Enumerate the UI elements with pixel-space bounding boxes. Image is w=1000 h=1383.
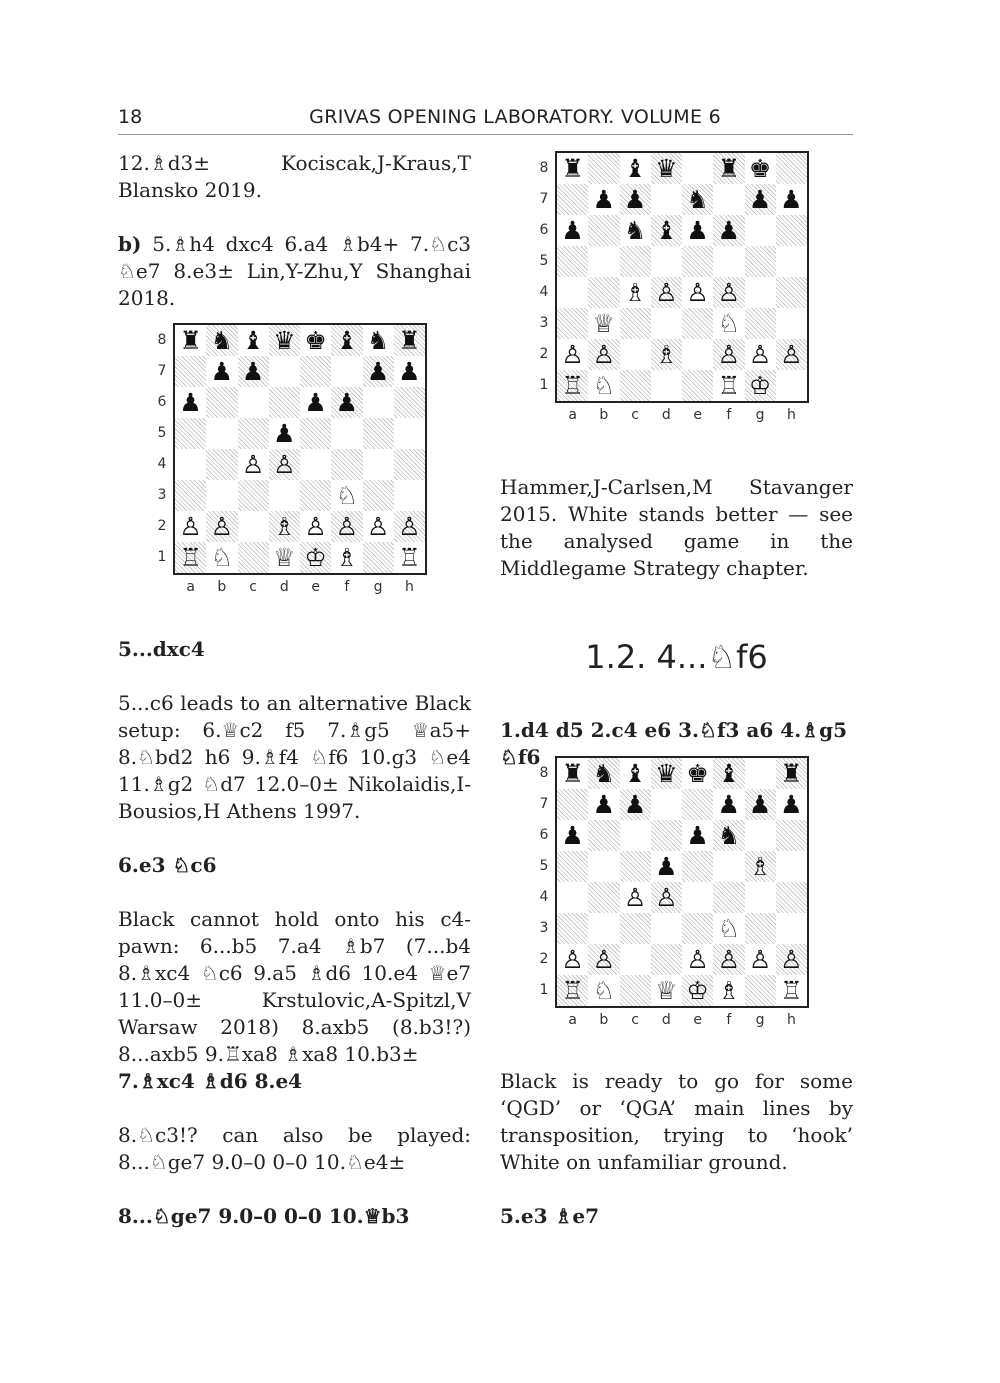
board-square	[588, 215, 619, 246]
left-paragraph-5: 8.♘c3!? can also be played: 8...♘ge7 9.0–0 0–0 10.♘e4±	[118, 1123, 471, 1174]
white-pawn-icon: ♙	[592, 945, 616, 974]
file-label: f	[726, 1012, 732, 1028]
board-square	[651, 246, 682, 277]
white-rook-icon: ♖	[398, 543, 421, 572]
file-label: g	[755, 407, 765, 423]
board-frame	[555, 756, 809, 1008]
white-rook-icon: ♖	[561, 371, 584, 400]
right-move-heading-2: 5.e3 ♗e7	[500, 1204, 600, 1228]
rank-label: 8	[539, 765, 549, 781]
board-square	[745, 882, 776, 913]
white-knight-icon: ♘	[592, 371, 616, 400]
right-paragraph-1: Hammer,J-Carlsen,M Stavanger 2015. White stands better — see the analysed game in the Middlegame Strategy chapter.	[500, 475, 853, 580]
black-pawn-icon: ♟	[623, 185, 647, 214]
board-square	[745, 758, 776, 789]
white-bishop-icon: ♗	[623, 278, 647, 307]
board-square	[745, 246, 776, 277]
board-square	[745, 277, 776, 308]
white-pawn-icon: ♙	[592, 340, 616, 369]
file-label: b	[599, 407, 609, 423]
white-pawn-icon: ♙	[717, 340, 741, 369]
board-square	[238, 511, 269, 542]
white-rook-icon: ♖	[717, 371, 741, 400]
white-queen-icon: ♕	[655, 976, 678, 1005]
board-square	[588, 277, 619, 308]
board-square	[394, 418, 425, 449]
board-square	[557, 246, 588, 277]
file-label: c	[631, 407, 639, 423]
rank-label: 1	[539, 982, 549, 998]
board-square	[394, 387, 425, 418]
rank-label: 8	[539, 160, 549, 176]
file-label: f	[726, 407, 732, 423]
left-move-heading-4: 8...♘ge7 9.0–0 0–0 10.♕b3	[118, 1204, 410, 1228]
black-pawn-icon: ♟	[748, 185, 772, 214]
white-bishop-icon: ♗	[335, 543, 359, 572]
left-paragraph-3: 5...c6 leads to an alternative Black setup: 6.♕c2 f5 7.♗g5 ♕a5+ 8.♘bd2 h6 9.♗f4 ♘f6 10.g3 ♘e4 11.♗g2 ♘d7 12.0–0± Nikolaidis,I-Bousios,H Athens 1997.	[118, 691, 471, 823]
black-king-icon: ♚	[686, 759, 709, 788]
board-square	[331, 418, 362, 449]
white-pawn-icon: ♙	[561, 945, 584, 974]
file-label: e	[693, 407, 702, 423]
white-pawn-icon: ♙	[561, 340, 584, 369]
white-king-icon: ♔	[686, 976, 709, 1005]
board-square	[651, 820, 682, 851]
black-pawn-icon: ♟	[655, 852, 678, 881]
rank-label: 6	[157, 394, 167, 410]
board-square	[713, 184, 744, 215]
black-pawn-icon: ♟	[686, 821, 709, 850]
black-rook-icon: ♜	[561, 759, 584, 788]
file-label: a	[568, 407, 577, 423]
white-king-icon: ♔	[748, 371, 772, 400]
black-pawn-icon: ♟	[780, 790, 803, 819]
rank-label: 2	[157, 518, 167, 534]
board-square	[682, 789, 713, 820]
black-bishop-icon: ♝	[623, 759, 647, 788]
black-pawn-icon: ♟	[366, 357, 390, 386]
rank-label: 5	[539, 253, 549, 269]
white-pawn-icon: ♙	[210, 512, 234, 541]
board-square	[620, 339, 651, 370]
white-pawn-icon: ♙	[179, 512, 202, 541]
board-square	[206, 387, 237, 418]
file-label: c	[631, 1012, 639, 1028]
white-knight-icon: ♘	[717, 309, 741, 338]
white-knight-icon: ♘	[335, 481, 359, 510]
file-label: d	[661, 1012, 671, 1028]
rank-label: 4	[539, 889, 549, 905]
board-square	[745, 975, 776, 1006]
board-square	[682, 370, 713, 401]
right-move-heading-1: 1.d4 d5 2.c4 e6 3.♘f3 a6 4.♗g5 ♘f6	[500, 718, 847, 769]
board-square	[682, 308, 713, 339]
white-bishop-icon: ♗	[273, 512, 296, 541]
rank-label: 6	[539, 827, 549, 843]
black-knight-icon: ♞	[210, 326, 234, 355]
rank-label: 4	[539, 284, 549, 300]
file-label: a	[186, 579, 195, 595]
board-square	[776, 820, 807, 851]
running-title: GRIVAS OPENING LABORATORY. VOLUME 6	[309, 106, 721, 128]
board-square	[206, 418, 237, 449]
black-queen-icon: ♛	[273, 326, 296, 355]
board-square	[588, 246, 619, 277]
variation-text: 5.♗h4 dxc4 6.a4 ♗b4+ 7.♘c3 ♘e7 8.e3± Lin,Y-Zhu,Y Shanghai 2018.	[118, 232, 471, 310]
file-label: g	[755, 1012, 765, 1028]
board-square	[175, 356, 206, 387]
black-bishop-icon: ♝	[655, 216, 678, 245]
black-king-icon: ♚	[304, 326, 327, 355]
white-bishop-icon: ♗	[655, 340, 678, 369]
black-rook-icon: ♜	[179, 326, 202, 355]
board-square	[776, 882, 807, 913]
white-knight-icon: ♘	[210, 543, 234, 572]
left-move-heading-3: 7.♗xc4 ♗d6 8.e4	[118, 1069, 303, 1093]
file-label: e	[693, 1012, 702, 1028]
white-pawn-icon: ♙	[335, 512, 359, 541]
black-bishop-icon: ♝	[241, 326, 265, 355]
rank-label: 3	[539, 920, 549, 936]
board-square	[557, 308, 588, 339]
board-square	[745, 308, 776, 339]
board-square	[300, 418, 331, 449]
board-square	[776, 370, 807, 401]
file-label: d	[661, 407, 671, 423]
board-square	[651, 944, 682, 975]
white-pawn-icon: ♙	[304, 512, 327, 541]
white-knight-icon: ♘	[717, 914, 741, 943]
board-square	[269, 480, 300, 511]
left-move-heading-1: 5...dxc4	[118, 637, 205, 661]
board-square	[269, 387, 300, 418]
black-pawn-icon: ♟	[623, 790, 647, 819]
rank-label: 7	[539, 796, 549, 812]
black-rook-icon: ♜	[717, 154, 741, 183]
white-pawn-icon: ♙	[780, 340, 803, 369]
rank-label: 3	[157, 487, 167, 503]
rank-label: 1	[157, 549, 167, 565]
black-knight-icon: ♞	[686, 185, 709, 214]
board-square	[745, 215, 776, 246]
file-label: h	[404, 579, 414, 595]
board-square	[620, 820, 651, 851]
white-king-icon: ♔	[304, 543, 327, 572]
white-pawn-icon: ♙	[686, 945, 709, 974]
file-label: f	[344, 579, 350, 595]
left-paragraph-4: Black cannot hold onto his c4-pawn: 6...b5 7.a4 ♗b7 (7...b4 8.♗xc4 ♘c6 9.a5 ♗d6 10.e4 ♕e7 11.0–0± Krstulovic,A-Spitzl,V Warsaw 2018) 8.axb5 (8.b3!?) 8...axb5 9.♖xa8 ♗xa8 10.b3±	[118, 907, 471, 1066]
black-pawn-icon: ♟	[335, 388, 359, 417]
board-square	[745, 913, 776, 944]
board-square	[713, 246, 744, 277]
board-square	[588, 913, 619, 944]
white-knight-icon: ♘	[592, 976, 616, 1005]
black-bishop-icon: ♝	[623, 154, 647, 183]
rank-label: 7	[539, 191, 549, 207]
board-square	[557, 277, 588, 308]
board-square	[620, 913, 651, 944]
black-pawn-icon: ♟	[241, 357, 265, 386]
black-pawn-icon: ♟	[398, 357, 421, 386]
file-label: d	[279, 579, 289, 595]
board-square	[776, 851, 807, 882]
section-heading: 1.2. 4...♘f6	[585, 638, 768, 676]
board-square	[682, 882, 713, 913]
board-square	[651, 370, 682, 401]
black-king-icon: ♚	[748, 154, 772, 183]
white-bishop-icon: ♗	[717, 976, 741, 1005]
board-square	[363, 480, 394, 511]
board-square	[776, 277, 807, 308]
white-pawn-icon: ♙	[398, 512, 421, 541]
white-queen-icon: ♕	[273, 543, 296, 572]
board-square	[363, 542, 394, 573]
board-square	[620, 308, 651, 339]
variation-label: b)	[118, 232, 142, 256]
board-square	[651, 789, 682, 820]
board-square	[588, 820, 619, 851]
white-pawn-icon: ♙	[748, 945, 772, 974]
white-rook-icon: ♖	[561, 976, 584, 1005]
left-paragraph-1: 12.♗d3± Kociscak,J-Kraus,T Blansko 2019.	[118, 151, 471, 202]
board-square	[238, 418, 269, 449]
rank-label: 2	[539, 951, 549, 967]
board-square	[394, 480, 425, 511]
rank-label: 5	[157, 425, 167, 441]
page-header	[118, 104, 853, 135]
board-square	[557, 882, 588, 913]
board-square	[776, 913, 807, 944]
board-square	[300, 356, 331, 387]
board-square	[682, 246, 713, 277]
black-rook-icon: ♜	[398, 326, 421, 355]
rank-label: 2	[539, 346, 549, 362]
board-square	[651, 308, 682, 339]
rank-label: 7	[157, 363, 167, 379]
board-square	[238, 387, 269, 418]
board-square	[588, 153, 619, 184]
black-pawn-icon: ♟	[686, 216, 709, 245]
board-square	[363, 418, 394, 449]
black-knight-icon: ♞	[623, 216, 647, 245]
board-square	[620, 246, 651, 277]
board-square	[175, 480, 206, 511]
board-square	[175, 449, 206, 480]
board-square	[557, 913, 588, 944]
board-square	[588, 882, 619, 913]
rank-label: 1	[539, 377, 549, 393]
board-square	[394, 449, 425, 480]
board-square	[588, 851, 619, 882]
board-square	[238, 542, 269, 573]
board-square	[651, 184, 682, 215]
left-paragraph-2	[118, 231, 471, 312]
right-paragraph-2: Black is ready to go for some ‘QGD’ or ‘QGA’ main lines by transposition, trying to ‘hook’ White on unfamiliar ground.	[500, 1069, 853, 1174]
board-square	[776, 308, 807, 339]
board-square	[620, 370, 651, 401]
board-square	[331, 356, 362, 387]
rank-label: 6	[539, 222, 549, 238]
board-square	[682, 851, 713, 882]
white-pawn-icon: ♙	[241, 450, 265, 479]
rank-label: 8	[157, 332, 167, 348]
white-pawn-icon: ♙	[780, 945, 803, 974]
board-square	[776, 246, 807, 277]
black-rook-icon: ♜	[561, 154, 584, 183]
file-label: b	[217, 579, 227, 595]
board-square	[682, 913, 713, 944]
board-square	[713, 882, 744, 913]
board-square	[557, 789, 588, 820]
rank-label: 4	[157, 456, 167, 472]
board-square	[745, 820, 776, 851]
board-frame	[555, 151, 809, 403]
board-square	[682, 339, 713, 370]
black-pawn-icon: ♟	[748, 790, 772, 819]
board-square	[651, 913, 682, 944]
board-frame	[173, 323, 427, 575]
board-square	[175, 418, 206, 449]
board-square	[363, 449, 394, 480]
black-bishop-icon: ♝	[335, 326, 359, 355]
black-knight-icon: ♞	[592, 759, 616, 788]
black-pawn-icon: ♟	[717, 216, 741, 245]
file-label: e	[311, 579, 320, 595]
board-square	[269, 356, 300, 387]
board-square	[206, 480, 237, 511]
board-square	[682, 153, 713, 184]
board-square	[557, 851, 588, 882]
white-pawn-icon: ♙	[273, 450, 296, 479]
white-pawn-icon: ♙	[655, 278, 678, 307]
black-pawn-icon: ♟	[210, 357, 234, 386]
black-pawn-icon: ♟	[561, 216, 584, 245]
board-square	[776, 153, 807, 184]
file-label: a	[568, 1012, 577, 1028]
white-queen-icon: ♕	[592, 309, 616, 338]
board-square	[238, 480, 269, 511]
file-label: h	[786, 407, 796, 423]
white-pawn-icon: ♙	[655, 883, 678, 912]
black-pawn-icon: ♟	[273, 419, 296, 448]
page-number: 18	[118, 106, 143, 128]
rank-label: 3	[539, 315, 549, 331]
left-move-heading-2: 6.e3 ♘c6	[118, 853, 217, 877]
white-pawn-icon: ♙	[717, 278, 741, 307]
black-knight-icon: ♞	[366, 326, 390, 355]
black-pawn-icon: ♟	[717, 790, 741, 819]
board-square	[713, 851, 744, 882]
black-queen-icon: ♛	[655, 759, 678, 788]
board-square	[620, 944, 651, 975]
white-pawn-icon: ♙	[366, 512, 390, 541]
white-pawn-icon: ♙	[717, 945, 741, 974]
white-pawn-icon: ♙	[748, 340, 772, 369]
black-bishop-icon: ♝	[717, 759, 741, 788]
black-pawn-icon: ♟	[179, 388, 202, 417]
board-square	[776, 215, 807, 246]
black-pawn-icon: ♟	[304, 388, 327, 417]
rank-label: 5	[539, 858, 549, 874]
board-square	[620, 851, 651, 882]
black-queen-icon: ♛	[655, 154, 678, 183]
board-square	[557, 184, 588, 215]
file-label: g	[373, 579, 383, 595]
white-pawn-icon: ♙	[623, 883, 647, 912]
board-square	[620, 975, 651, 1006]
board-square	[331, 449, 362, 480]
file-label: c	[249, 579, 257, 595]
board-square	[206, 449, 237, 480]
black-rook-icon: ♜	[780, 759, 803, 788]
black-pawn-icon: ♟	[561, 821, 584, 850]
black-pawn-icon: ♟	[780, 185, 803, 214]
board-square	[300, 449, 331, 480]
white-rook-icon: ♖	[179, 543, 202, 572]
white-rook-icon: ♖	[780, 976, 803, 1005]
black-pawn-icon: ♟	[592, 790, 616, 819]
file-label: b	[599, 1012, 609, 1028]
white-bishop-icon: ♗	[748, 852, 772, 881]
white-pawn-icon: ♙	[686, 278, 709, 307]
board-square	[363, 387, 394, 418]
board-square	[300, 480, 331, 511]
black-knight-icon: ♞	[717, 821, 741, 850]
file-label: h	[786, 1012, 796, 1028]
black-pawn-icon: ♟	[592, 185, 616, 214]
